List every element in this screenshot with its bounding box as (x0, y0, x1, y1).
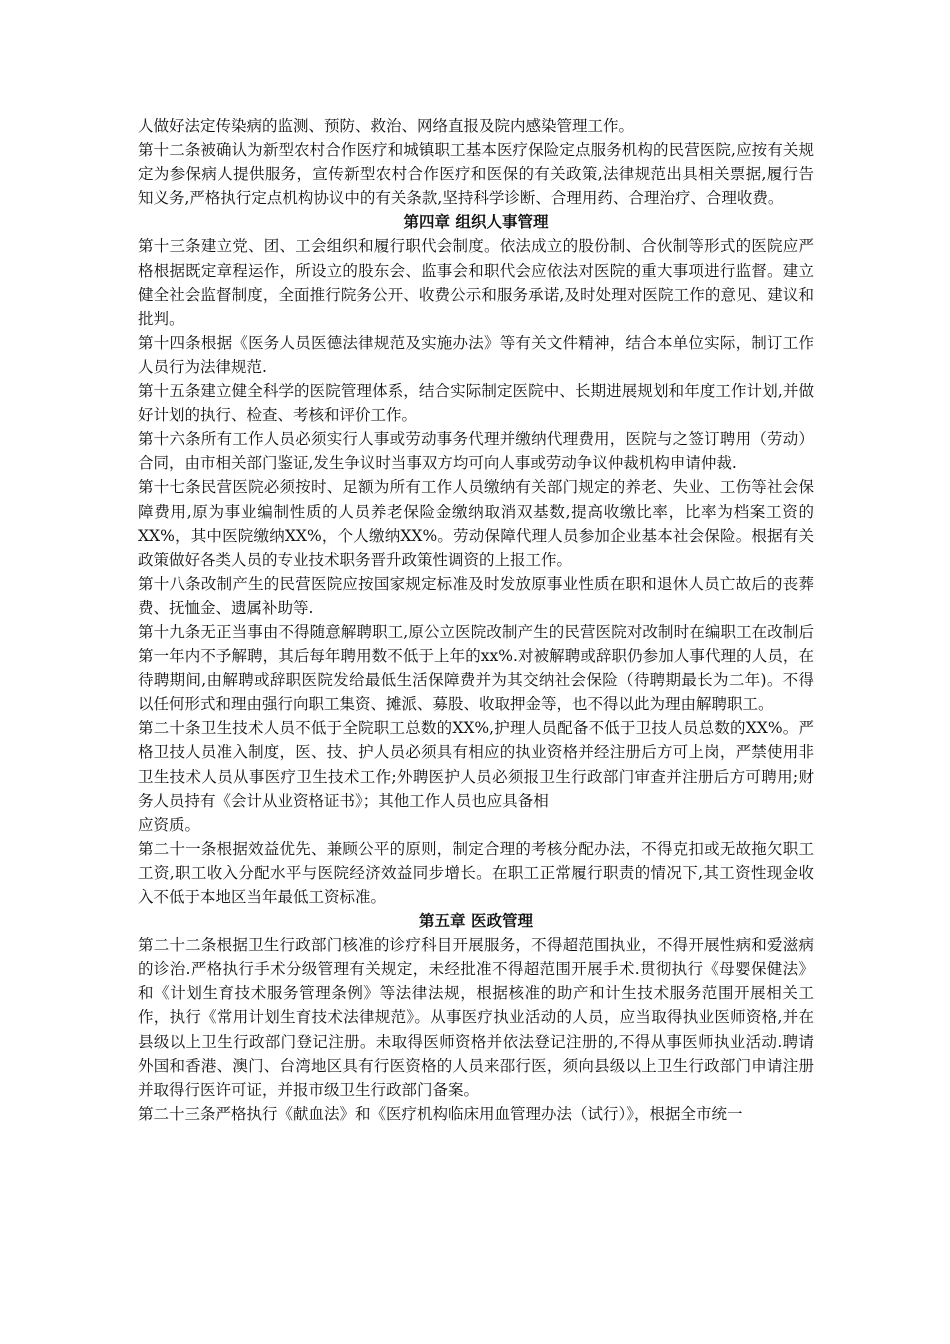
paragraph-article-14: 第十四条根据《医务人员医德法律规范及实施办法》等有关文件精神，结合本单位实际，制订工作人员行为法律规范. (138, 333, 814, 376)
paragraph-article-15: 第十五条建立健全科学的医院管理体系，结合实际制定医院中、长期进展规划和年度工作计划,并做好计划的执行、检查、考核和评价工作。 (138, 382, 814, 425)
paragraph-article-18: 第十八条改制产生的民营医院应按国家规定标准及时发放原事业性质在职和退休人员亡故后的丧葬费、抚恤金、遗属补助等. (138, 574, 814, 617)
paragraph-article-13: 第十三条建立党、团、工会组织和履行职代会制度。依法成立的股份制、合伙制等形式的医院应严格根据既定章程运作，所设立的股东会、监事会和职代会应依法对医院的重大事项进行监督。建立健全社会监督制度，全面推行院务公开、收费公示和服务承诺,及时处理对医院工作的意见、建议和批判。 (138, 237, 814, 328)
paragraph-article-11-end: 人做好法定传染病的监测、预防、救治、网络直报及院内感染管理工作。 (138, 117, 635, 135)
paragraph-article-20-continued: 应资质。 (138, 815, 201, 834)
paragraph-article-20: 第二十条卫生技术人员不低于全院职工总数的XX%,护理人员配备不低于卫技人员总数的XX%。严格卫技人员准入制度，医、技、护人员必须具有相应的执业资格并经注册后方可上岗，严禁使用非卫生技术人员从事医疗卫生技术工作;外聘医护人员必须报卫生行政部门审查并注册后方可聘用;财务人员持有《会计从业资格证书》；其他工作人员也应具备相 (138, 719, 814, 810)
paragraph-article-16: 第十六条所有工作人员必须实行人事或劳动事务代理并缴纳代理费用，医院与之签订聘用（劳动）合同，由市相关部门鉴证,发生争议时当事双方均可向人事或劳动争议仲裁机构申请仲裁. (138, 430, 814, 473)
paragraph-article-17: 第十七条民营医院必须按时、足额为所有工作人员缴纳有关部门规定的养老、失业、工伤等社会保障费用,原为事业编制性质的人员养老保险金缴纳取消双基数,提高收缴比率，比率为档案工资的XX%，其中医院缴纳XX%，个人缴纳XX%。劳动保障代理人员参加企业基本社会保险。根据有关政策做好各类人员的专业技术职务晋升政策性调资的上报工作。 (138, 478, 814, 569)
document-page (138, 114, 814, 1126)
chapter-heading-4: 第四章 组织人事管理 (403, 212, 549, 232)
paragraph-article-12: 第十二条被确认为新型农村合作医疗和城镇职工基本医疗保险定点服务机构的民营医院,应按有关规定为参保病人提供服务，宣传新型农村合作医疗和医保的有关政策,法律规范出具相关票据,履行告知义务,严格执行定点机构协议中的有关条款,坚持科学诊断、合理用药、合理治疗、合理收费。 (138, 141, 814, 208)
paragraph-article-19: 第十九条无正当事由不得随意解聘职工,原公立医院改制产生的民营医院对改制时在编职工在改制后第一年内不予解聘，其后每年聘用数不低于上年的xx%.对被解聘或辞职仍参加人事代理的人员，在待聘期间,由解聘或辞职医院发给最低生活保障费并为其交纳社会保险（待聘期最长为二年)。不得以任何形式和理由强行向职工集资、摊派、募股、收取押金等，也不得以此为理由解聘职工。 (138, 622, 814, 714)
paragraph-article-21: 第二十一条根据效益优先、兼顾公平的原则，制定合理的考核分配办法，不得克扣或无故拖欠职工工资,职工收入分配水平与医院经济效益同步增长。在职工正常履行职责的情况下,其工资性现金收入不低于本地区当年最低工资标准。 (138, 839, 814, 906)
chapter-heading-5: 第五章 医政管理 (419, 911, 533, 931)
paragraph-article-22: 第二十二条根据卫生行政部门核准的诊疗科目开展服务，不得超范围执业，不得开展性病和爱滋病的诊治.严格执行手术分级管理有关规定，未经批准不得超范围开展手术.贯彻执行《母婴保健法》和《计划生育技术服务管理条例》等法律法规，根据核准的助产和计生技术服务范围开展相关工作，执行《常用计划生育技术法律规范》。从事医疗执业活动的人员，应当取得执业医师资格,并在县级以上卫生行政部门登记注册。未取得医师资格并依法登记注册的,不得从事医师执业活动.聘请外国和香港、澳门、台湾地区具有行医资格的人员来邵行医，须向县级以上卫生行政部门申请注册并取得行医许可证，并报市级卫生行政部门备案。 (138, 936, 814, 1099)
paragraph-article-23-start: 第二十三条严格执行《献血法》和《医疗机构临床用血管理办法（试行）》，根据全市统一 (138, 1104, 743, 1123)
